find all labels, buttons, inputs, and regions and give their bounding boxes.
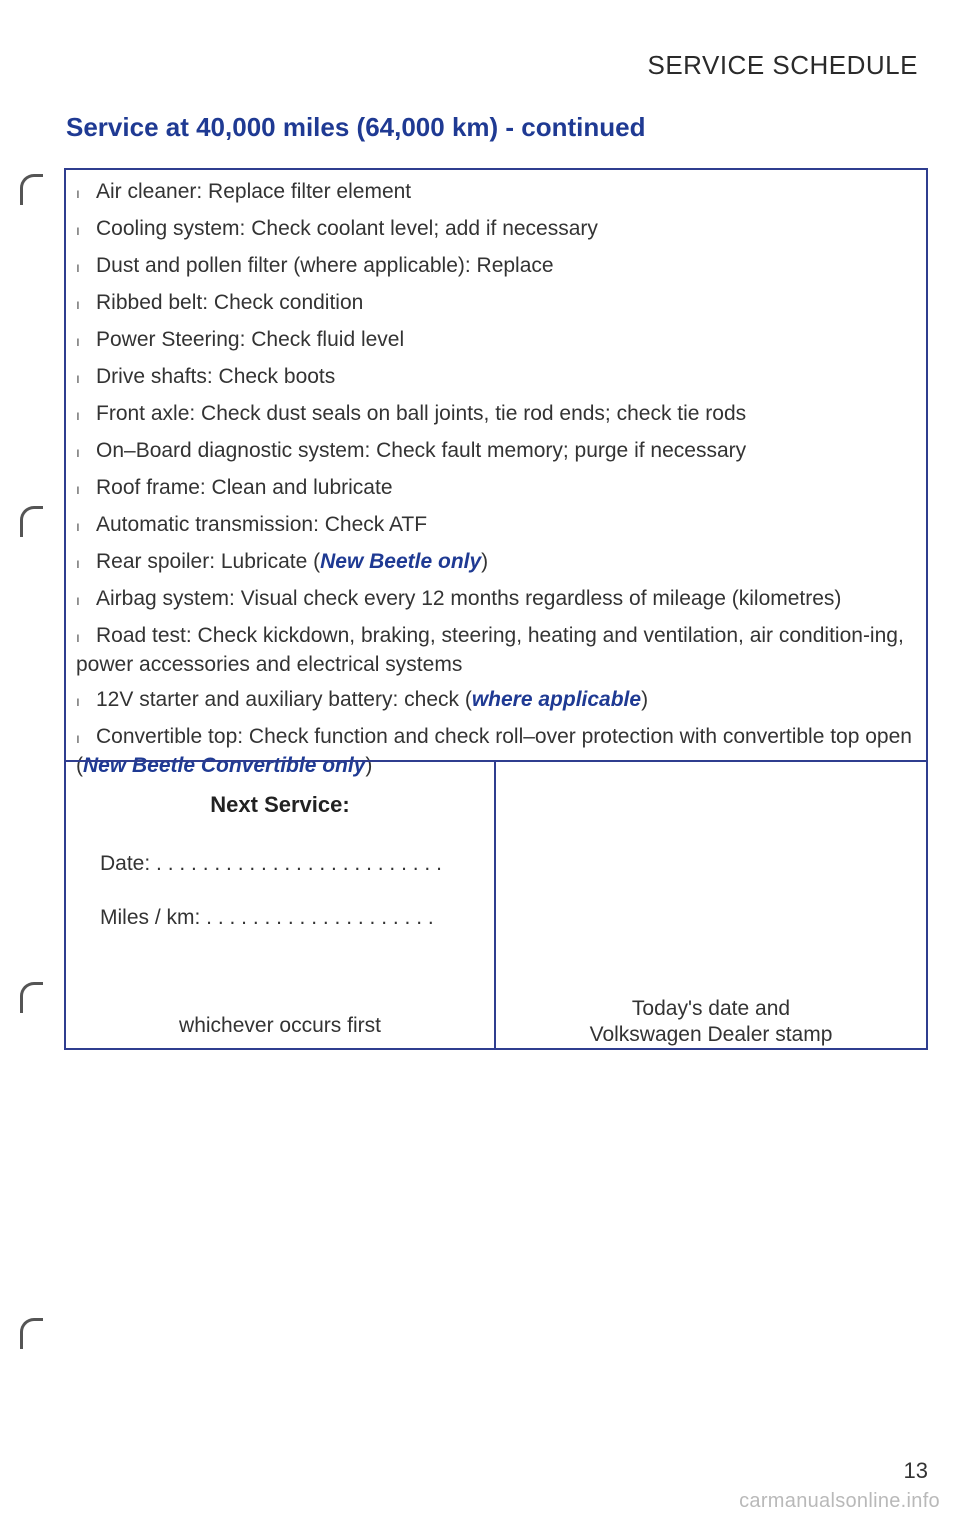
bullet: ı — [76, 481, 80, 497]
binding-mark — [20, 174, 43, 205]
list-item — [76, 178, 916, 207]
list-item — [76, 400, 916, 429]
checklist — [76, 178, 916, 787]
dealer-stamp-area — [496, 996, 926, 1048]
page-number: 13 — [903, 1458, 928, 1483]
list-item — [76, 326, 916, 355]
list-item — [76, 474, 916, 503]
item-text: Road test: Check kickdown, braking, steering, heating and ventilation, air condition-ing, power accessories and electrical systems — [76, 624, 904, 676]
bullet: ı — [76, 296, 80, 312]
list-item — [76, 622, 916, 678]
bullet: ı — [76, 222, 80, 238]
bullet: ı — [76, 259, 80, 275]
item-suffix: ) — [641, 688, 649, 711]
section-title: Service at 40,000 miles (64,000 km) - continued — [66, 112, 646, 142]
bullet: ı — [76, 370, 80, 386]
service-box — [64, 168, 928, 1050]
item-text: Automatic transmission: Check ATF — [96, 513, 428, 536]
list-item — [76, 585, 916, 614]
list-item — [76, 437, 916, 466]
list-item — [76, 363, 916, 392]
list-item — [76, 686, 916, 715]
bullet: ı — [76, 444, 80, 460]
item-text: Dust and pollen filter (where applicable): Replace — [96, 254, 554, 277]
list-item — [76, 289, 916, 318]
item-emphasis: where applicable — [471, 688, 642, 711]
occurs-note: whichever occurs first — [179, 1014, 381, 1037]
item-text: On–Board diagnostic system: Check fault memory; purge if necessary — [96, 439, 747, 462]
bullet: ı — [76, 407, 80, 423]
item-text: Ribbed belt: Check condition — [96, 291, 364, 314]
list-item — [76, 548, 916, 577]
binding-mark — [20, 982, 43, 1013]
bullet: ı — [76, 592, 80, 608]
date-field: Date: . . . . . . . . . . . . . . . . . . . . . . . . . — [100, 852, 442, 875]
bullet: ı — [76, 730, 80, 746]
bullet: ı — [76, 518, 80, 534]
next-service-area — [66, 760, 926, 1048]
stamp-line-1: Today's date and — [631, 997, 791, 1020]
bullet: ı — [76, 333, 80, 349]
item-text: Roof frame: Clean and lubricate — [96, 476, 393, 499]
footer-watermark: carmanualsonline.info — [739, 1490, 940, 1512]
item-suffix: ) — [365, 754, 373, 777]
binding-mark — [20, 1318, 43, 1349]
bullet: ı — [76, 555, 80, 571]
list-item — [76, 511, 916, 540]
binding-mark — [20, 506, 43, 537]
stamp-line-2: Volkswagen Dealer stamp — [589, 1023, 833, 1046]
item-text: 12V starter and auxiliary battery: check ( — [96, 688, 472, 711]
item-text: Rear spoiler: Lubricate ( — [96, 550, 321, 573]
item-text: Front axle: Check dust seals on ball joints, tie rod ends; check tie rods — [96, 402, 747, 425]
next-service-title: Next Service: — [210, 792, 350, 817]
item-text: Drive shafts: Check boots — [96, 365, 336, 388]
list-item — [76, 252, 916, 281]
item-emphasis: New Beetle only — [320, 550, 482, 573]
item-text: Convertible top: Check function and check roll–over protection with convertible top open ( — [76, 725, 912, 777]
bullet: ı — [76, 693, 80, 709]
item-text: Power Steering: Check fluid level — [96, 328, 405, 351]
item-text: Air cleaner: Replace filter element — [96, 180, 412, 203]
page-header: SERVICE SCHEDULE — [647, 50, 918, 80]
item-text: Cooling system: Check coolant level; add if necessary — [96, 217, 598, 240]
item-emphasis: New Beetle Convertible only — [83, 754, 366, 777]
miles-field: Miles / km: . . . . . . . . . . . . . . . . . . . . — [100, 906, 434, 929]
bullet: ı — [76, 185, 80, 201]
bullet: ı — [76, 629, 80, 645]
list-item — [76, 215, 916, 244]
item-suffix: ) — [481, 550, 489, 573]
item-text: Airbag system: Visual check every 12 months regardless of mileage (kilometres) — [96, 587, 842, 610]
